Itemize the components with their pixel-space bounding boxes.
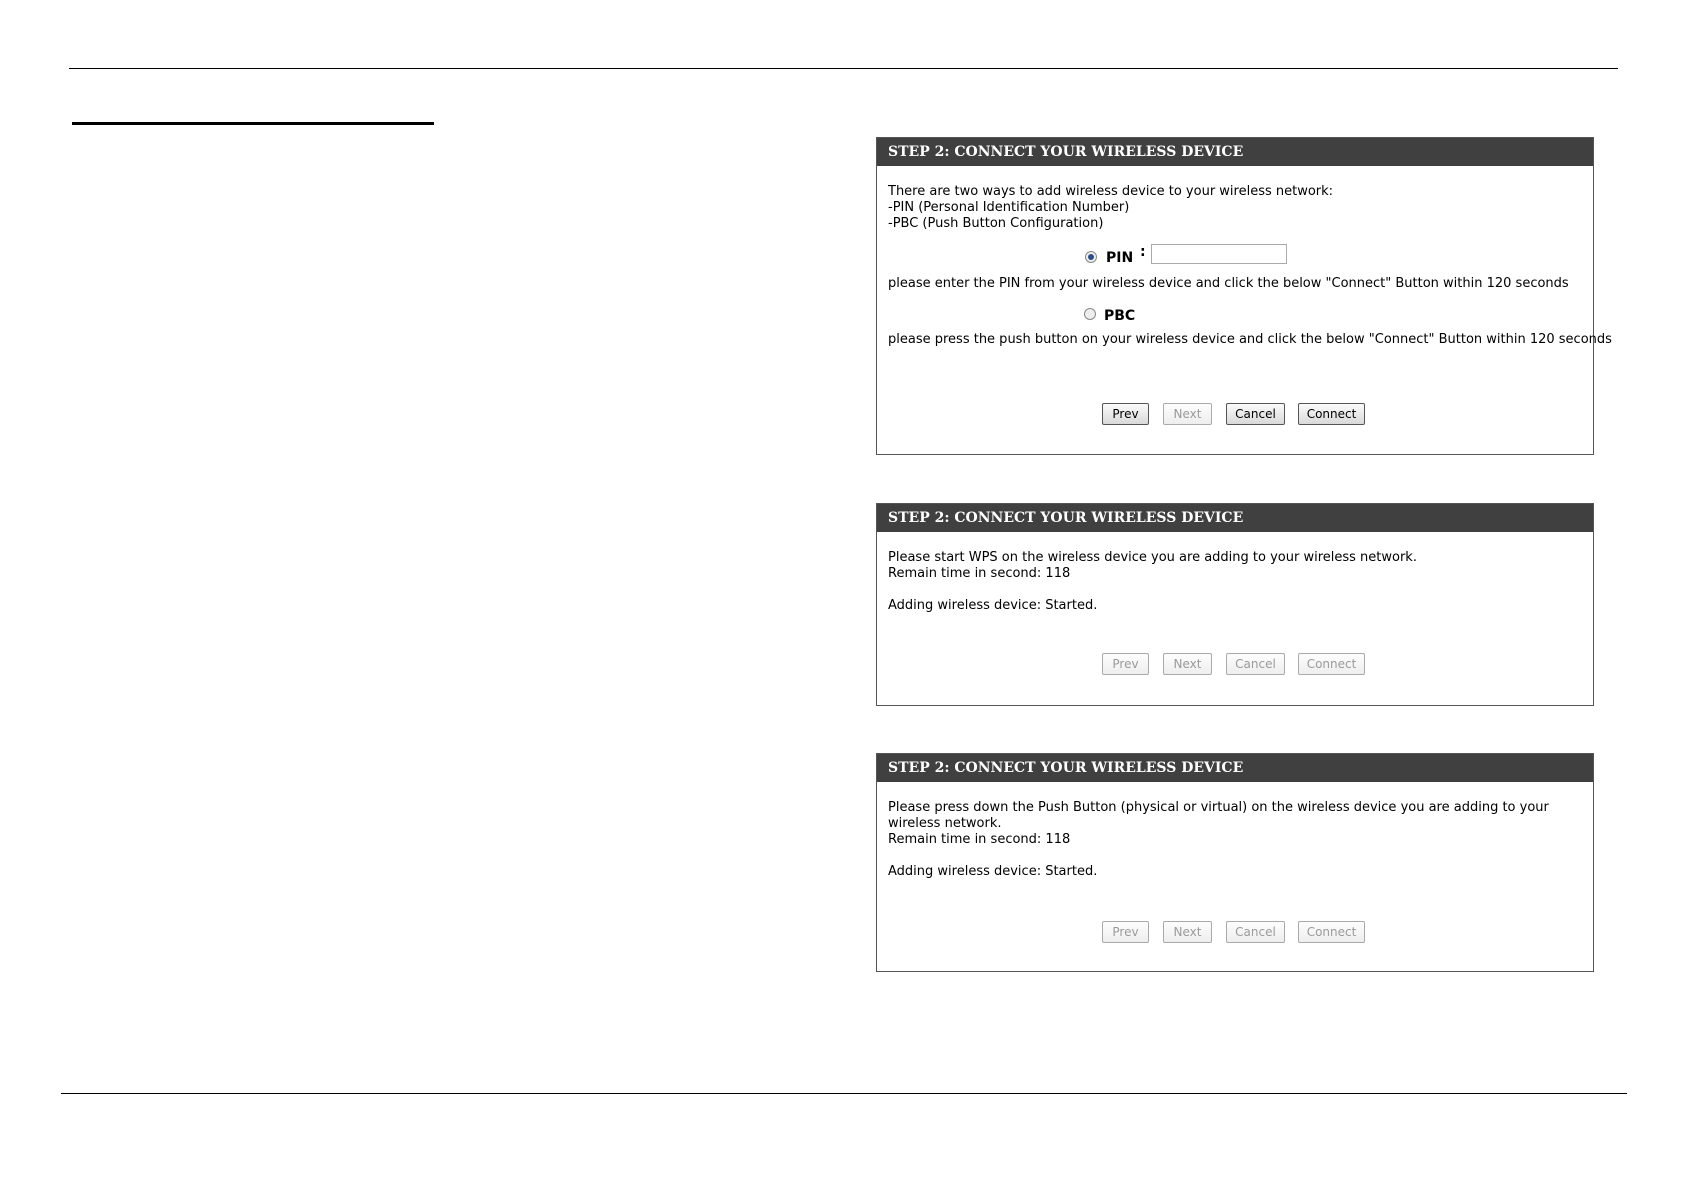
- pin-colon: :: [1140, 244, 1146, 260]
- cancel-button[interactable]: Cancel: [1226, 653, 1285, 675]
- remain-time-text: Remain time in second: 118: [888, 566, 1071, 581]
- connect-button[interactable]: Connect: [1298, 921, 1365, 943]
- status-text: Adding wireless device: Started.: [888, 864, 1098, 879]
- next-button[interactable]: Next: [1163, 403, 1212, 425]
- cancel-button[interactable]: Cancel: [1226, 403, 1285, 425]
- pin-radio[interactable]: [1085, 251, 1097, 263]
- prev-button[interactable]: Prev: [1102, 653, 1149, 675]
- pbc-message-text: Please press down the Push Button (physical or virtual) on the wireless device you are adding to your wireless network.: [888, 800, 1549, 831]
- panel-header: STEP 2: CONNECT YOUR WIRELESS DEVICE: [877, 754, 1593, 782]
- next-button[interactable]: Next: [1163, 653, 1212, 675]
- pbc-option-label: PBC: [1104, 308, 1136, 324]
- next-button[interactable]: Next: [1163, 921, 1212, 943]
- heading-underline: [72, 122, 434, 125]
- method-pin-text: -PIN (Personal Identification Number): [888, 200, 1130, 215]
- connect-button[interactable]: Connect: [1298, 403, 1365, 425]
- panel-header: STEP 2: CONNECT YOUR WIRELESS DEVICE: [877, 504, 1593, 532]
- cancel-button[interactable]: Cancel: [1226, 921, 1285, 943]
- wps-pbc-progress-panel: [876, 753, 1594, 972]
- panel-body: [877, 782, 1593, 880]
- method-pbc-text: -PBC (Push Button Configuration): [888, 216, 1104, 231]
- connect-button[interactable]: Connect: [1298, 653, 1365, 675]
- wps-pin-progress-panel: [876, 503, 1594, 706]
- remain-time-text: Remain time in second: 118: [888, 832, 1071, 847]
- bottom-divider: [61, 1093, 1627, 1094]
- status-text: Adding wireless device: Started.: [888, 598, 1098, 613]
- button-row: [877, 653, 1593, 675]
- panel-body: [877, 532, 1593, 614]
- panel-body: [877, 166, 1612, 348]
- pin-instruction-text: please enter the PIN from your wireless device and click the below "Connect" Button within 120 seconds: [888, 276, 1569, 291]
- pbc-instruction-text: please press the push button on your wireless device and click the below "Connect" Button within 120 seconds: [888, 332, 1612, 347]
- pbc-option-row: [888, 302, 1582, 328]
- intro-text: There are two ways to add wireless device to your wireless network:: [888, 184, 1334, 199]
- button-row: [877, 403, 1593, 425]
- button-row: [877, 921, 1593, 943]
- pin-input[interactable]: [1151, 244, 1287, 264]
- prev-button[interactable]: Prev: [1102, 403, 1149, 425]
- prev-button[interactable]: Prev: [1102, 921, 1149, 943]
- wps-message-text: Please start WPS on the wireless device you are adding to your wireless network.: [888, 550, 1417, 565]
- pin-option-label: PIN: [1106, 250, 1134, 266]
- wps-method-panel: [876, 137, 1612, 455]
- panel-header: STEP 2: CONNECT YOUR WIRELESS DEVICE: [877, 138, 1593, 166]
- pbc-radio[interactable]: [1084, 308, 1096, 320]
- pin-option-row: [888, 244, 1582, 270]
- top-divider: [69, 68, 1618, 69]
